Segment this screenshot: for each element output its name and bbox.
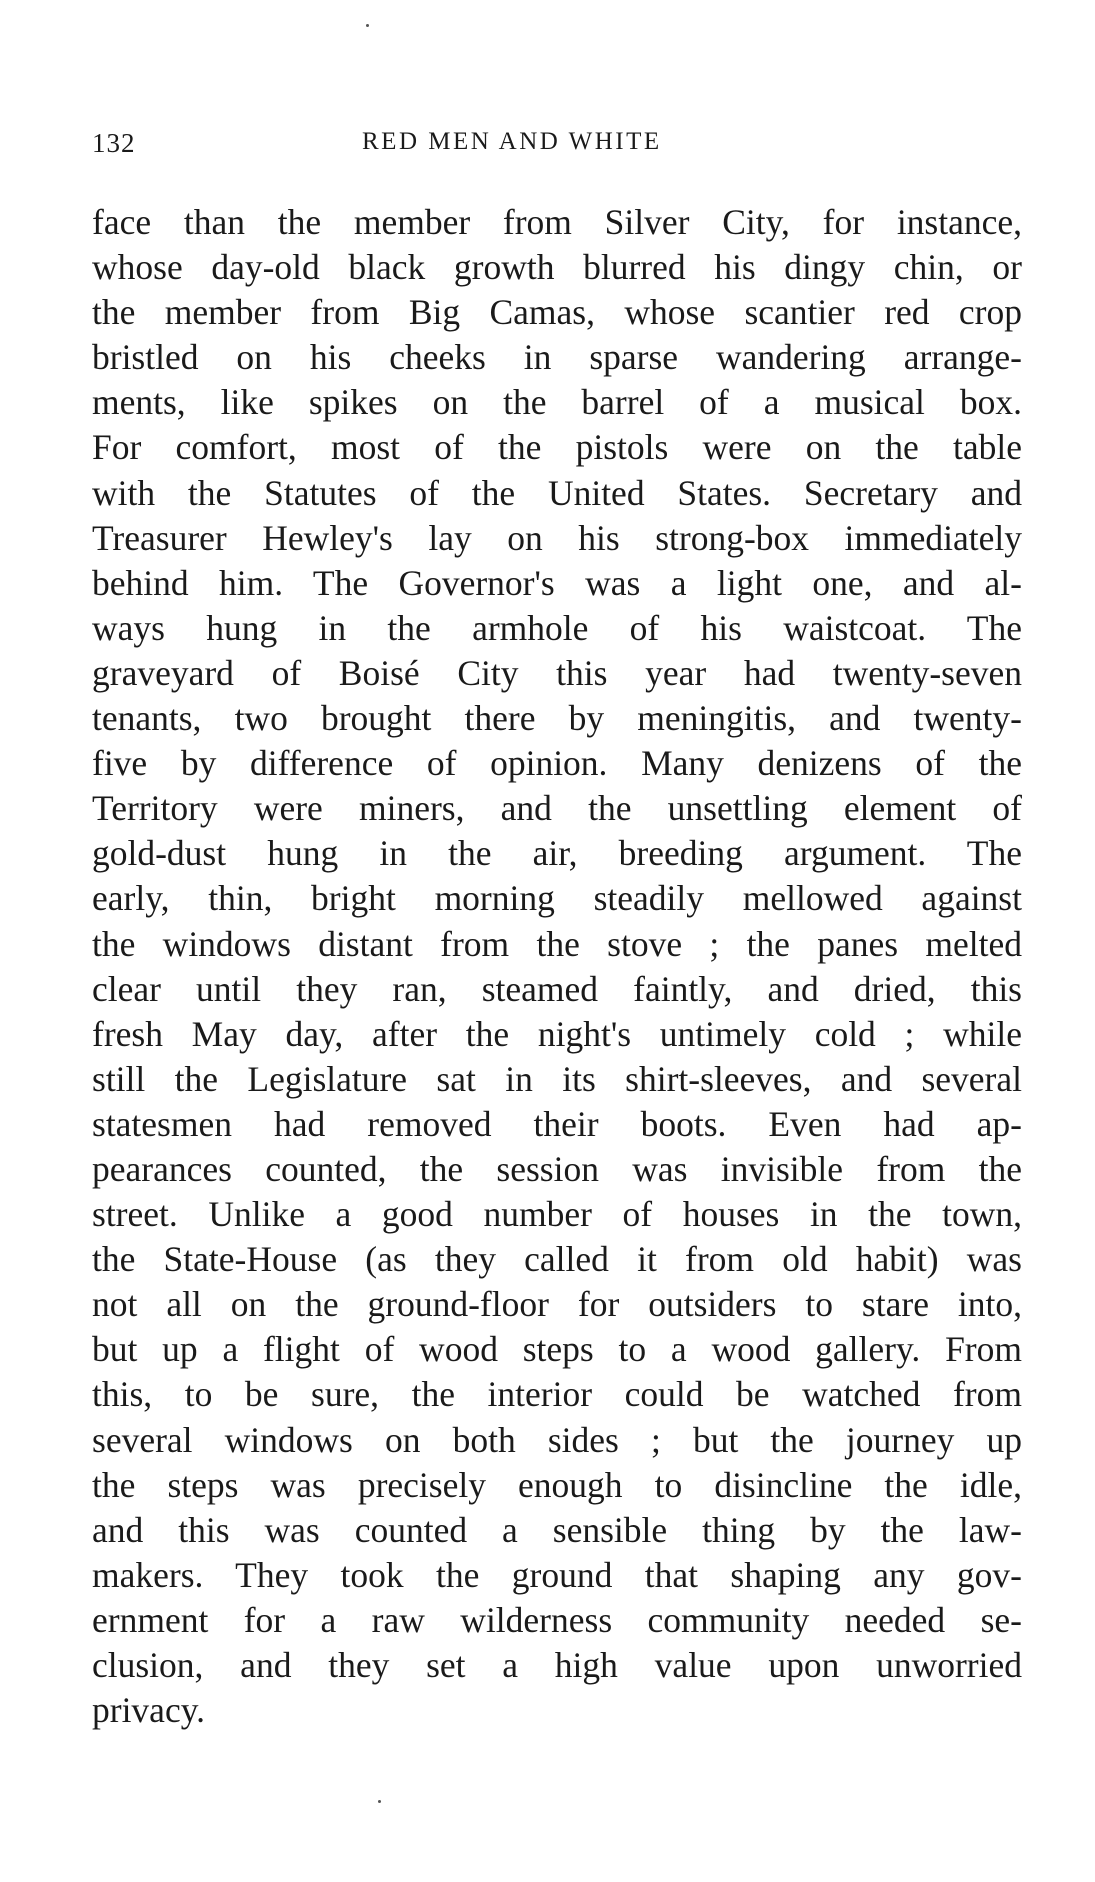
text-line: several windows on both sides ; but the journey up [92, 1419, 1022, 1460]
text-line: early, thin, bright morning steadily mellowed against [92, 878, 1022, 919]
text-line: the steps was precisely enough to disincline the idle, [92, 1464, 1022, 1505]
text-line: the member from Big Camas, whose scantier red crop [92, 292, 1022, 333]
text-line: the State-House (as they called it from old habit) was [92, 1239, 1022, 1280]
text-line: Territory were miners, and the unsettling element of [92, 788, 1022, 829]
text-line: street. Unlike a good number of houses in the town, [92, 1194, 1022, 1235]
text-line: this, to be sure, the interior could be watched from [92, 1374, 1022, 1415]
text-line: statesmen had removed their boots. Even had ap- [92, 1103, 1022, 1144]
text-line: tenants, two brought there by meningitis, and twenty- [92, 698, 1022, 739]
text-line: still the Legislature sat in its shirt-sleeves, and several [92, 1058, 1022, 1099]
body-text [92, 200, 1022, 1733]
running-head [92, 128, 1022, 168]
text-line: ways hung in the armhole of his waistcoat. The [92, 607, 1022, 648]
text-line: five by difference of opinion. Many denizens of the [92, 743, 1022, 784]
text-line: the windows distant from the stove ; the panes melted [92, 923, 1022, 964]
text-line: face than the member from Silver City, for instance, [92, 202, 1022, 242]
text-line: with the Statutes of the United States. Secretary and [92, 472, 1022, 513]
text-line: gold-dust hung in the air, breeding argument. The [92, 833, 1022, 874]
text-line: but up a flight of wood steps to a wood gallery. From [92, 1329, 1022, 1370]
text-line: ernment for a raw wilderness community needed se- [92, 1599, 1022, 1640]
text-line: bristled on his cheeks in sparse wandering arrange- [92, 337, 1022, 378]
text-line: fresh May day, after the night's untimely cold ; while [92, 1013, 1022, 1054]
text-line: and this was counted a sensible thing by the law- [92, 1509, 1022, 1550]
text-line: privacy. [92, 1690, 206, 1731]
text-line: clusion, and they set a high value upon unworried [92, 1645, 1022, 1685]
print-speck-top [366, 24, 369, 27]
text-line: makers. They took the ground that shaping any gov- [92, 1554, 1022, 1595]
text-line: graveyard of Boisé City this year had twenty-seven [92, 652, 1022, 693]
text-line: whose day-old black growth blurred his dingy chin, or [92, 247, 1022, 288]
text-line: not all on the ground-floor for outsiders to stare into, [92, 1284, 1022, 1325]
running-title: RED MEN AND WHITE [362, 128, 662, 155]
page-number: 132 [92, 128, 136, 158]
text-line: clear until they ran, steamed faintly, and dried, this [92, 968, 1022, 1009]
text-line: behind him. The Governor's was a light one, and al- [92, 562, 1022, 603]
text-line: pearances counted, the session was invisible from the [92, 1148, 1022, 1189]
text-line: Treasurer Hewley's lay on his strong-box immediately [92, 517, 1022, 558]
text-line: For comfort, most of the pistols were on the table [92, 427, 1022, 468]
text-line: ments, like spikes on the barrel of a musical box. [92, 382, 1022, 423]
print-speck-bottom [378, 1800, 381, 1803]
